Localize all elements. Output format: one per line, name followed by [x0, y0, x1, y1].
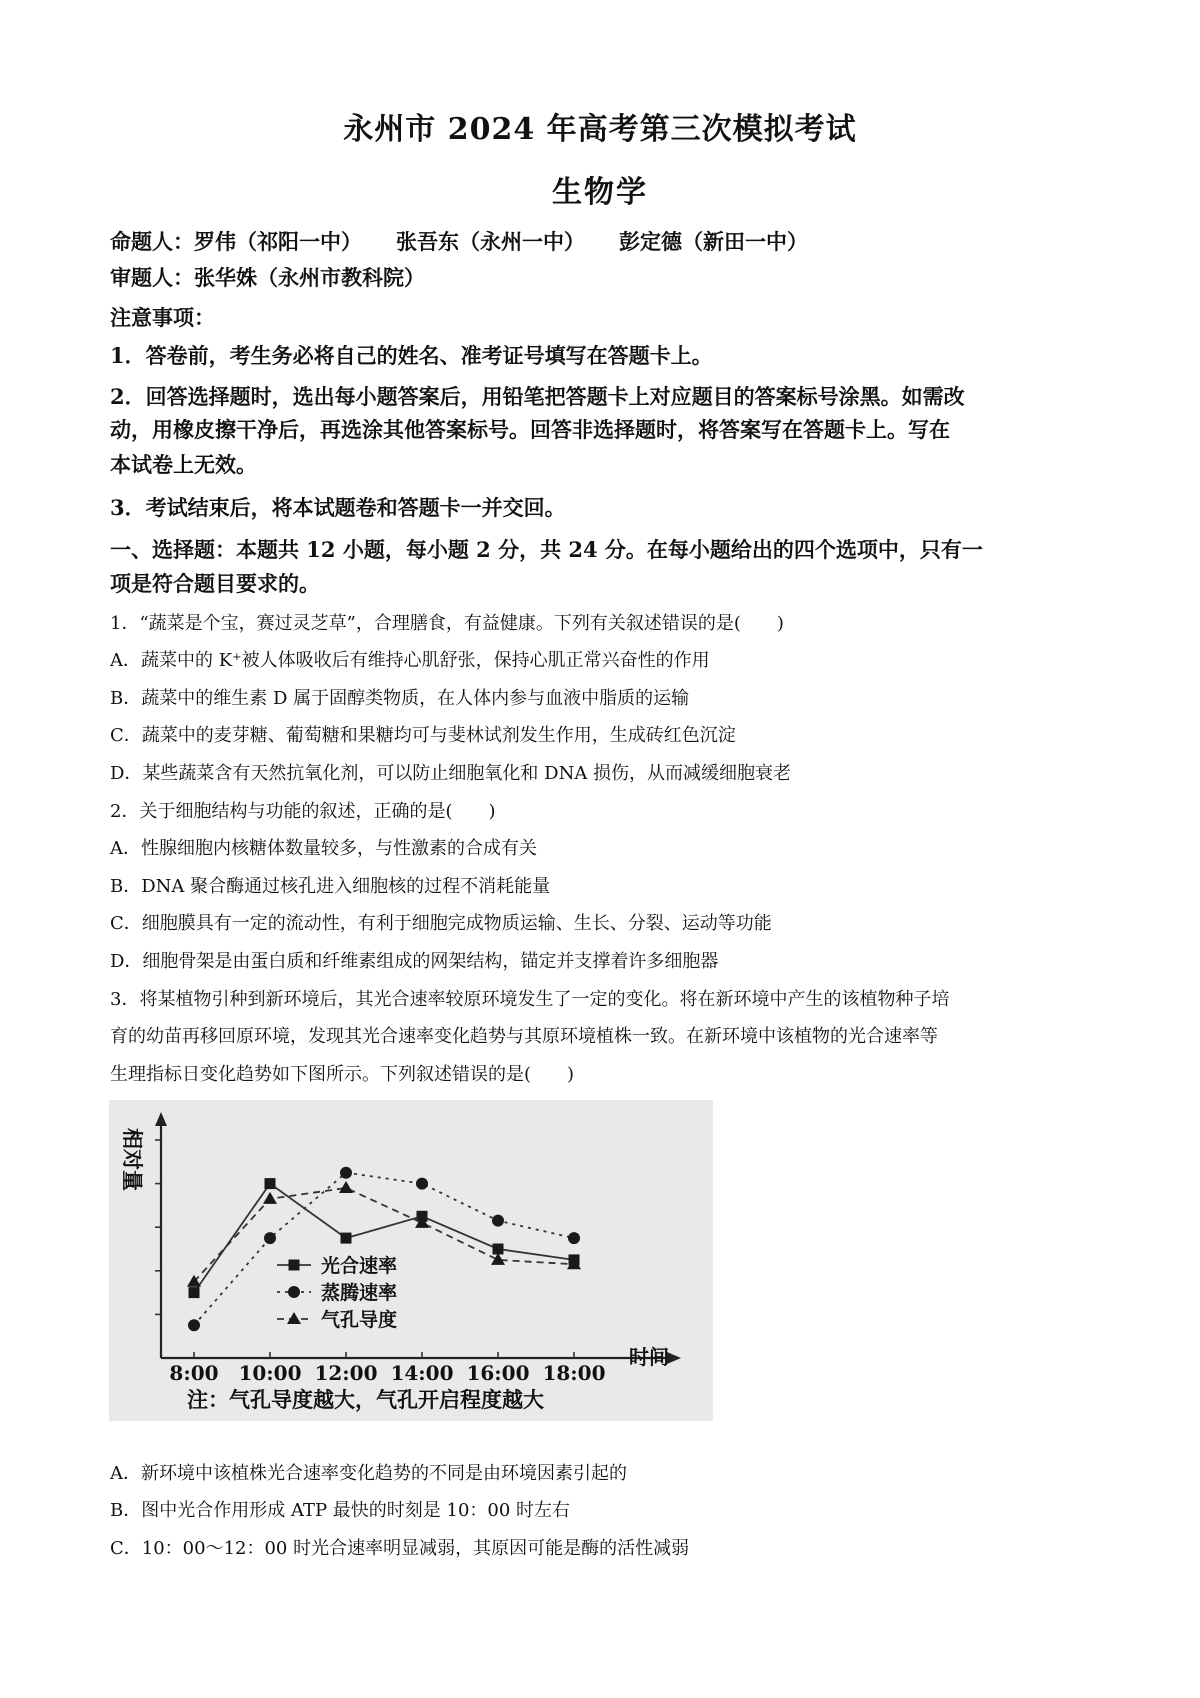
circle-marker [340, 1167, 352, 1179]
q3-stem: 3．将某植物引种到新环境后，其光合速率较原环境发生了一定的变化。将在新环境中产生的该植物种子培 [110, 989, 950, 1010]
q1-option-a: A．蔬菜中的 K⁺被人体吸收后有维持心肌舒张，保持心肌正常兴奋性的作用 [110, 650, 710, 671]
q1-option-c: C．蔬菜中的麦芽糖、葡萄糖和果糖均可与斐林试剂发生作用，生成砖红色沉淀 [110, 725, 736, 746]
series-1 [189, 1178, 580, 1298]
y-axis-arrow [155, 1112, 167, 1126]
x-axis-label: 时间 [629, 1345, 669, 1369]
square-marker [265, 1178, 276, 1189]
chart-legend [277, 1254, 397, 1331]
q3-option-b: B．图中光合作用形成 ATP 最快的时刻是 10：00 时左右 [110, 1500, 571, 1521]
q3-option-a: A．新环境中该植株光合速率变化趋势的不同是由环境因素引起的 [110, 1463, 627, 1484]
reviewer-line: 审题人：张华姝（永州市教科院） [110, 265, 425, 290]
legend-label: 蒸腾速率 [321, 1282, 398, 1304]
x-tick-label: 18:00 [542, 1361, 606, 1385]
q2-option-b: B．DNA 聚合酶通过核孔进入细胞核的过程不消耗能量 [110, 876, 551, 897]
triangle-marker [287, 1312, 301, 1324]
q3-stem-end: 生理指标日变化趋势如下图所示。下列叙述错误的是( ) [110, 1064, 575, 1085]
q1-option-d: D．某些蔬菜含有天然抗氧化剂，可以防止细胞氧化和 DNA 损伤，从而减缓细胞衰老 [110, 763, 792, 784]
q2-stem: 2．关于细胞结构与功能的叙述，正确的是( ) [110, 801, 496, 822]
legend-label: 光合速率 [321, 1255, 398, 1277]
chart-axes [155, 1112, 681, 1385]
chart-series [187, 1167, 581, 1332]
q2-option-a: A．性腺细胞内核糖体数量较多，与性激素的合成有关 [110, 838, 537, 859]
section-heading-cont: 项是符合题目要求的。 [110, 571, 320, 596]
notice-item-2-end: 本试卷上无效。 [110, 452, 257, 477]
square-marker [289, 1260, 300, 1271]
chart-note: 注：气孔导度越大，气孔开启程度越大 [187, 1387, 544, 1412]
setter-2: 张吾东（永州一中） [396, 229, 585, 254]
circle-marker [188, 1319, 200, 1331]
triangle-marker [263, 1192, 277, 1204]
section-heading: 一、选择题：本题共 12 小题，每小题 2 分，共 24 分。在每小题给出的四个选项中，只有一 [110, 537, 983, 562]
circle-marker [568, 1232, 580, 1244]
notice-item-2-cont: 动，用橡皮擦干净后，再选涂其他答案标号。回答非选择题时，将答案写在答题卡上。写在 [110, 417, 950, 442]
q3-stem-cont: 育的幼苗再移回原环境，发现其光合速率变化趋势与其原环境植株一致。在新环境中该植物的光合速率等 [110, 1026, 938, 1047]
q1-option-b: B．蔬菜中的维生素 D 属于固醇类物质，在人体内参与血液中脂质的运输 [110, 688, 690, 709]
q2-option-c: C．细胞膜具有一定的流动性，有利于细胞完成物质运输、生长、分裂、运动等功能 [110, 913, 772, 934]
x-axis-arrow [667, 1352, 681, 1364]
subject-title: 生物学 [552, 175, 648, 210]
setters-line [110, 226, 1100, 256]
triangle-marker [339, 1181, 353, 1193]
triangle-marker [491, 1253, 505, 1265]
square-marker [189, 1287, 200, 1298]
circle-marker [416, 1178, 428, 1190]
q1-stem: 1．“蔬菜是个宝，赛过灵芝草”，合理膳食，有益健康。下列有关叙述错误的是( ) [110, 613, 784, 634]
series-2 [188, 1167, 580, 1332]
legend-label: 气孔导度 [321, 1309, 398, 1331]
x-tick-label: 8:00 [169, 1361, 219, 1385]
circle-marker [288, 1286, 300, 1298]
notice-item-3: 3．考试结束后，将本试题卷和答题卡一并交回。 [110, 495, 566, 520]
q2-option-d: D．细胞骨架是由蛋白质和纤维素组成的网架结构，锚定并支撑着许多细胞器 [110, 951, 719, 972]
square-marker [493, 1244, 504, 1255]
exam-title: 永州市 2024 年高考第三次模拟考试 [343, 112, 857, 147]
q3-figure [109, 1100, 713, 1421]
x-tick-label: 10:00 [238, 1361, 302, 1385]
setters-label: 命题人： [110, 229, 194, 254]
square-marker [341, 1233, 352, 1244]
notice-heading: 注意事项： [110, 305, 215, 330]
circle-marker [264, 1232, 276, 1244]
setter-3: 彭定德（新田一中） [619, 229, 808, 254]
x-tick-label: 14:00 [390, 1361, 454, 1385]
q3-option-c: C．10：00～12：00 时光合速率明显减弱，其原因可能是酶的活性减弱 [110, 1538, 690, 1559]
setter-1: 罗伟（祁阳一中） [194, 229, 362, 254]
notice-item-2: 2．回答选择题时，选出每小题答案后，用铅笔把答题卡上对应题目的答案标号涂黑。如需改 [110, 384, 965, 409]
notice-item-1: 1．答卷前，考生务必将自己的姓名、准考证号填写在答题卡上。 [110, 343, 713, 368]
triangle-marker [187, 1275, 201, 1287]
line-chart [109, 1100, 713, 1421]
x-tick-label: 16:00 [466, 1361, 530, 1385]
circle-marker [492, 1215, 504, 1227]
x-tick-label: 12:00 [314, 1361, 378, 1385]
y-axis-label: 相对量 [120, 1128, 145, 1191]
